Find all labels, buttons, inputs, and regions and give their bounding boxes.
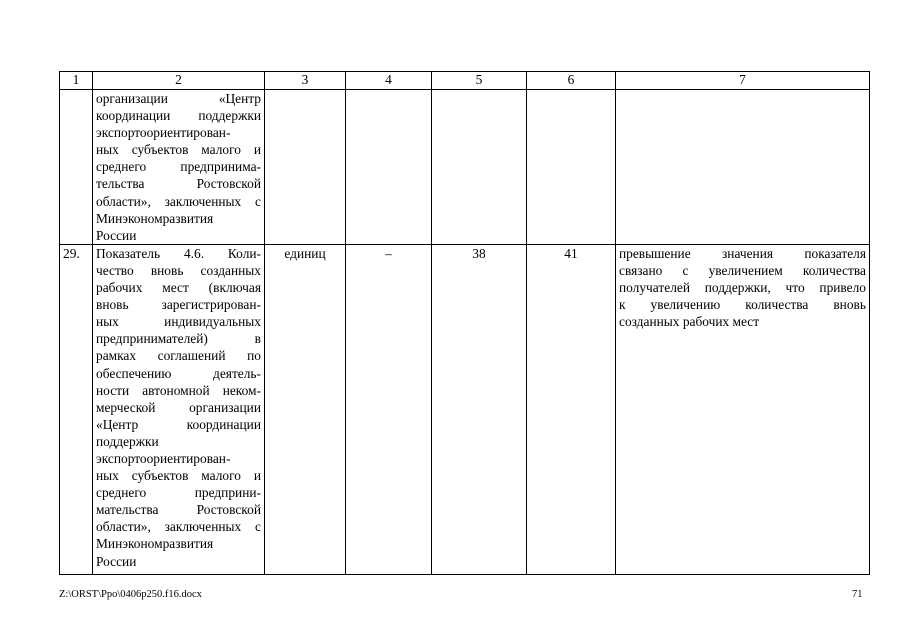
text-line: ных субъектов малого и bbox=[96, 468, 261, 484]
text-line: Минэкономразвития bbox=[96, 210, 214, 226]
text-line: получателей поддержки, что привело bbox=[619, 280, 866, 296]
indicator-name-cell bbox=[93, 90, 265, 245]
table-row bbox=[60, 90, 870, 245]
text-line: экспортоориентирован- bbox=[96, 450, 231, 466]
text-line: среднего предпринима- bbox=[96, 159, 261, 175]
text-line: области», заключенных с bbox=[96, 193, 261, 209]
footer-file-path: Z:\ORST\Ppo\0406p250.f16.docx bbox=[59, 589, 202, 600]
text-line: области», заключенных с bbox=[96, 519, 261, 535]
text-line: превышение значения показателя bbox=[619, 245, 866, 261]
column-header: 3 bbox=[265, 72, 346, 90]
note-lines bbox=[619, 245, 866, 330]
indicator-name-cell bbox=[93, 244, 265, 574]
text-line: среднего предприни- bbox=[96, 485, 261, 501]
base-value-cell: – bbox=[346, 244, 432, 574]
text-line: ных субъектов малого и bbox=[96, 142, 261, 158]
row-number-cell bbox=[60, 90, 93, 245]
text-line: тельства Ростовской bbox=[96, 176, 261, 192]
text-line: связано с увеличением количества bbox=[619, 262, 866, 278]
indicator-name-lines bbox=[96, 245, 261, 570]
text-line: поддержки bbox=[96, 433, 159, 449]
indicator-name-lines bbox=[96, 90, 261, 244]
column-header: 4 bbox=[346, 72, 432, 90]
table-row bbox=[60, 244, 870, 574]
base-value-cell bbox=[346, 90, 432, 245]
text-line: рамках соглашений по bbox=[96, 348, 261, 364]
fact-value-cell: 41 bbox=[527, 244, 616, 574]
text-line: вновь зарегистрирован- bbox=[96, 297, 261, 313]
text-line: ных индивидуальных bbox=[96, 314, 261, 330]
text-line: Показатель 4.6. Коли- bbox=[96, 245, 261, 261]
text-line: Минэкономразвития bbox=[96, 536, 214, 552]
column-header: 5 bbox=[432, 72, 527, 90]
text-line: ности автономной неком- bbox=[96, 382, 261, 398]
text-line: рабочих мест (включая bbox=[96, 280, 261, 296]
unit-cell: единиц bbox=[265, 244, 346, 574]
column-header: 7 bbox=[616, 72, 870, 90]
text-line: организации «Центр bbox=[96, 91, 261, 106]
text-line: «Центр координации bbox=[96, 416, 261, 432]
text-line: к увеличению количества вновь bbox=[619, 297, 866, 313]
column-header: 1 bbox=[60, 72, 93, 90]
text-line: экспортоориентирован- bbox=[96, 125, 231, 141]
row-number-cell: 29. bbox=[60, 244, 93, 574]
text-line: мательства Ростовской bbox=[96, 502, 261, 518]
indicators-table bbox=[59, 71, 870, 575]
text-line: России bbox=[96, 553, 137, 569]
text-line: созданных рабочих мест bbox=[619, 314, 760, 330]
fact-value-cell bbox=[527, 90, 616, 245]
plan-value-cell bbox=[432, 90, 527, 245]
unit-cell bbox=[265, 90, 346, 245]
note-cell bbox=[616, 244, 870, 574]
text-line: обеспечению деятель- bbox=[96, 365, 261, 381]
note-cell bbox=[616, 90, 870, 245]
text-line: России bbox=[96, 227, 137, 243]
column-header: 2 bbox=[93, 72, 265, 90]
text-line: мерческой организации bbox=[96, 399, 261, 415]
plan-value-cell: 38 bbox=[432, 244, 527, 574]
text-line: предпринимателей) в bbox=[96, 331, 261, 347]
table-header-row bbox=[60, 72, 870, 90]
page-number: 71 bbox=[852, 589, 863, 600]
text-line: координации поддержки bbox=[96, 108, 261, 124]
column-header: 6 bbox=[527, 72, 616, 90]
text-line: чество вновь созданных bbox=[96, 262, 261, 278]
